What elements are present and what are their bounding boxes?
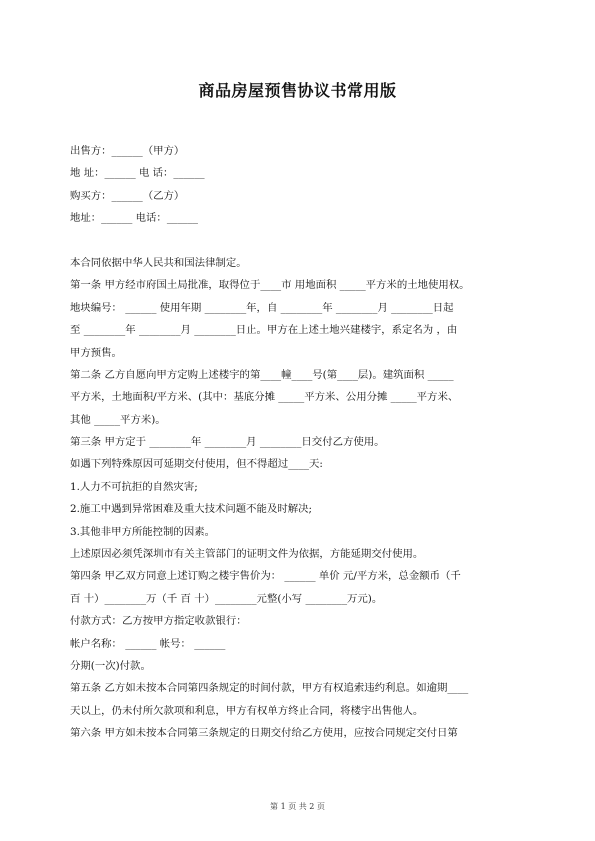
body-line: 上述原因必须凭深圳市有关主管部门的证明文件为依据，方能延期交付使用。 — [70, 548, 424, 561]
body-line: 第四条 甲乙双方同意上述订购之楼宇售价为： ______ 单价 元/平方米，总金额币（千 — [70, 570, 461, 583]
body-line: 第一条 甲方经市府国土局批准，取得位于____市 用地面积 _____平方米的土地使用权。 — [70, 279, 470, 292]
body-line: 分期(一次)付款。 — [70, 659, 151, 672]
body-line: 其他 _____平方米)。 — [70, 413, 166, 426]
body-line: 第二条 乙方自愿向甲方定购上述楼宇的第____幢____号(第____层)。建筑面积 _____ — [70, 368, 454, 381]
body-line: 2.施工中遇到异常困难及重大技术问题不能及时解决; — [70, 503, 313, 516]
document-body — [70, 140, 530, 745]
body-line: 1.人力不可抗拒的自然灾害; — [70, 480, 198, 493]
document-title: 商品房屋预售协议书常用版 — [198, 81, 397, 100]
body-line: 地 址：______ 电 话：______ — [70, 167, 205, 180]
body-line: 第六条 甲方如未按本合同第三条规定的日期交付给乙方使用，应按合同规定交付日第 — [70, 727, 458, 740]
blank-line — [70, 230, 530, 252]
body-line: 第三条 甲方定于 ________年 ________月 ________日交付乙方使用。 — [70, 436, 385, 449]
body-line: 平方米，土地面积/平方米、(其中：基底分摊 _____平方米、公用分摊 _____平方米、 — [70, 391, 459, 404]
body-line: 如遇下列特殊原因可延期交付使用，但不得超过____天: — [70, 458, 323, 471]
body-line: 地址：______ 电话：______ — [70, 212, 198, 225]
body-line: 甲方预售。 — [70, 346, 122, 359]
body-line: 第五条 乙方如未按本合同第四条规定的时间付款，甲方有权追索违约利息。如逾期____ — [70, 682, 469, 695]
page-footer: 第 1 页 共 2 页 — [270, 802, 325, 811]
body-line: 3.其他非甲方所能控制的因素。 — [70, 525, 215, 538]
body-line: 天以上，仍未付所欠款项和利息，甲方有权单方终止合同，将楼宇出售他人。 — [70, 704, 424, 717]
body-line: 地块编号： ______ 使用年期 ________年，自 ________年 ________月 ________日起 — [70, 301, 454, 314]
body-line: 购买方：______（乙方） — [70, 189, 185, 202]
body-line: 付款方式：乙方按甲方指定收款银行： — [70, 615, 247, 628]
body-line: 至 ________年 ________月 ________日止。甲方在上述土地兴建楼宇，系定名为 ，由 — [70, 324, 458, 337]
body-line: 百 十）________万（千 百 十）________元整(小写 ________万元)。 — [70, 592, 383, 605]
body-line: 本合同依据中华人民共和国法律制定。 — [70, 256, 247, 269]
body-line: 帐户名称： ______ 帐号： ______ — [70, 637, 226, 650]
body-line: 出售方：______（甲方） — [70, 145, 185, 157]
